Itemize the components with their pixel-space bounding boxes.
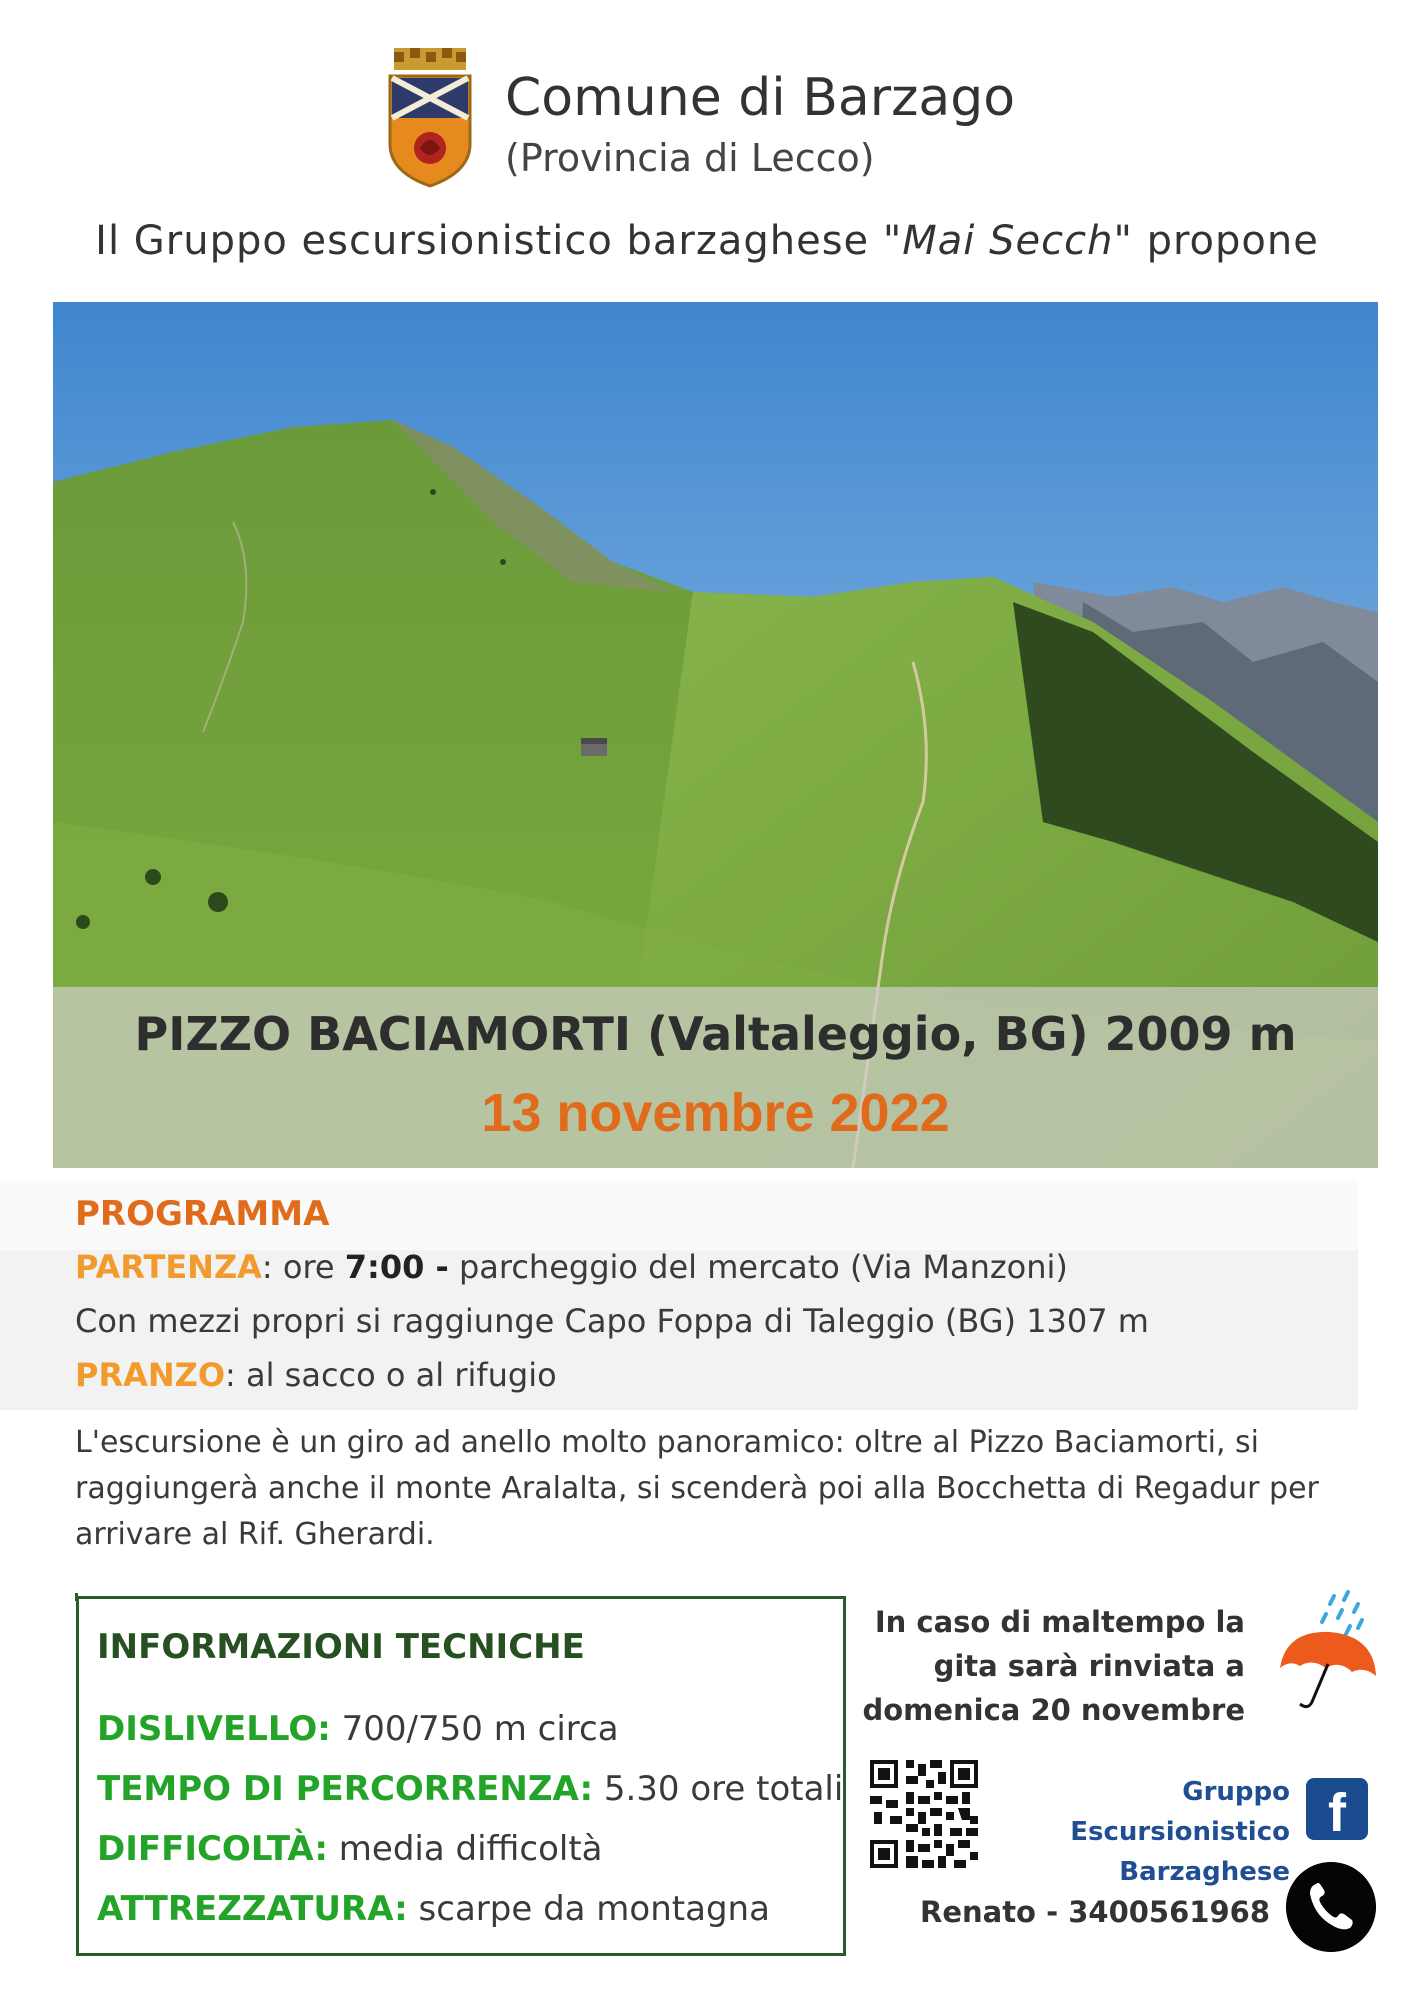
technical-info-box: [76, 1596, 846, 1956]
pranzo-line: [75, 1356, 557, 1394]
programma-heading: PROGRAMMA: [75, 1194, 330, 1234]
weather-line-3: domenica 20 novembre: [862, 1693, 1245, 1727]
box-corner-mark: [75, 1593, 78, 1601]
weather-notice: [860, 1600, 1245, 1732]
difficolta-line: [97, 1829, 603, 1869]
comune-title: Comune di Barzago: [505, 68, 1016, 128]
peak-title: PIZZO BACIAMORTI (Valtaleggio, BG) 2009 m: [134, 1007, 1297, 1061]
partenza-post: parcheggio del mercato (Via Manzoni): [448, 1248, 1068, 1286]
attrezzatura-line: [97, 1889, 770, 1929]
group-page-name[interactable]: [985, 1772, 1290, 1892]
contact-phone: Renato - 3400561968: [919, 1895, 1270, 1929]
event-title-band: [53, 987, 1378, 1168]
difficolta-value: media difficoltà: [327, 1829, 603, 1869]
proposal-prefix: Il Gruppo escursionistico barzaghese: [95, 218, 883, 264]
group-nickname: "Mai Secch": [882, 218, 1133, 264]
excursion-description: L'escursione è un giro ad anello molto panoramico: oltre al Pizzo Baciamorti, si raggiungerà anche il monte Aralalta, si scenderà poi alla Bocchetta di Regadur per arrivare al Rif. Gherardi.: [75, 1425, 1319, 1552]
dislivello-value: 700/750 m circa: [330, 1709, 619, 1749]
group-name-line-1: Gruppo Escursionistico: [1070, 1777, 1290, 1847]
difficolta-label: DIFFICOLTÀ:: [97, 1829, 328, 1869]
provincia-subtitle: (Provincia di Lecco): [505, 136, 875, 180]
attrezzatura-label: ATTREZZATURA:: [97, 1889, 408, 1929]
event-date: 13 novembre 2022: [481, 1083, 950, 1143]
weather-line-1: In caso di maltempo la: [874, 1605, 1245, 1639]
partenza-time: 7:00 -: [344, 1248, 449, 1286]
weather-line-2: gita sarà rinviata a: [933, 1649, 1245, 1683]
partenza-pre: : ore: [261, 1248, 345, 1286]
header: [380, 48, 1080, 198]
crest-icon: [380, 48, 480, 188]
partenza-label: PARTENZA: [75, 1248, 262, 1286]
pranzo-label: PRANZO: [75, 1356, 226, 1394]
group-name-line-2: Barzaghese: [1119, 1857, 1290, 1887]
attrezzatura-value: scarpe da montagna: [407, 1889, 770, 1929]
pranzo-text: : al sacco o al rifugio: [225, 1356, 557, 1394]
umbrella-icon: [1272, 1590, 1382, 1710]
proposal-line: [0, 218, 1414, 264]
tempo-label: TEMPO DI PERCORRENZA:: [97, 1769, 594, 1809]
facebook-icon[interactable]: f: [1306, 1778, 1368, 1840]
qr-code[interactable]: [870, 1760, 978, 1868]
info-heading: INFORMAZIONI TECNICHE: [97, 1627, 585, 1667]
dislivello-line: [97, 1709, 619, 1749]
mezzi-line: Con mezzi propri si raggiunge Capo Foppa di Taleggio (BG) 1307 m: [75, 1302, 1149, 1340]
dislivello-label: DISLIVELLO:: [97, 1709, 331, 1749]
tempo-value: 5.30 ore totali: [593, 1769, 844, 1809]
partenza-line: [75, 1248, 1068, 1286]
proposal-suffix: propone: [1132, 218, 1319, 264]
phone-icon[interactable]: [1286, 1862, 1376, 1952]
tempo-line: [97, 1769, 843, 1809]
